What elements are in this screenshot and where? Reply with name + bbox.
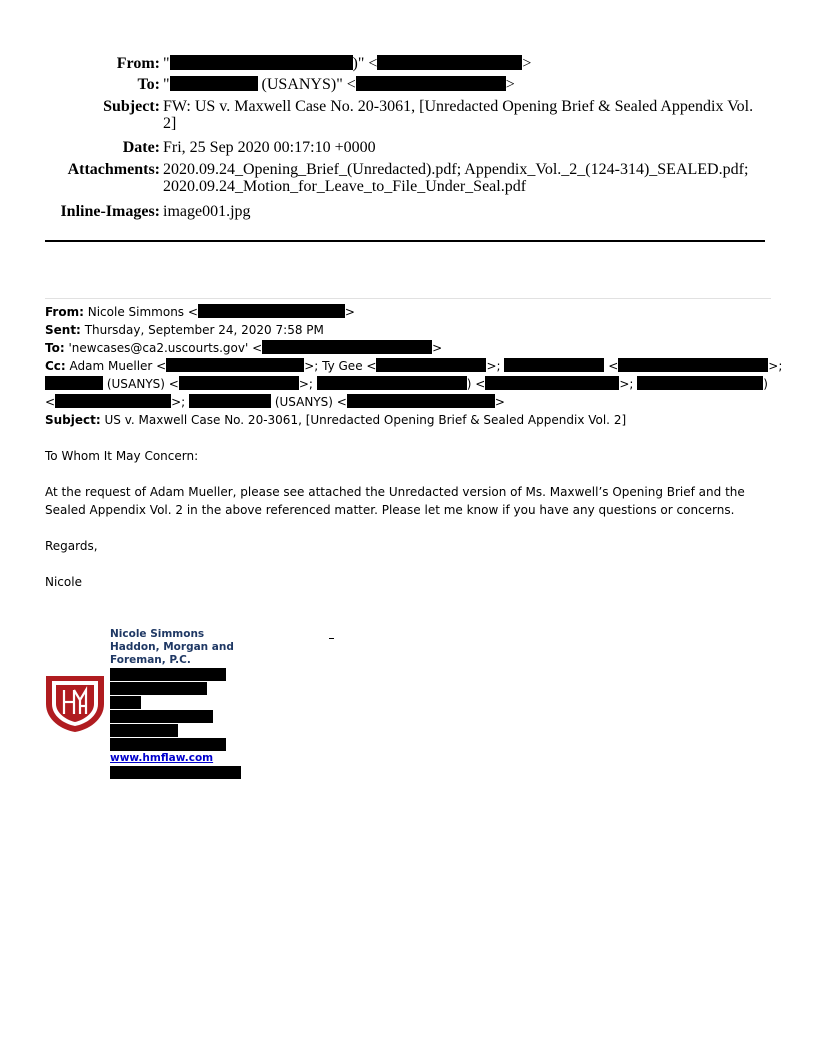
email-sent-label: Sent: — [45, 323, 81, 337]
redaction — [618, 358, 768, 372]
angle-close: > — [432, 341, 443, 355]
email-to-label: To: — [45, 341, 65, 355]
cc-paren: ) — [763, 377, 768, 391]
header-inline-images-value[interactable]: image001.jpg — [163, 203, 251, 220]
redaction — [356, 76, 506, 91]
redaction — [347, 394, 495, 408]
redaction — [110, 696, 141, 709]
to-usanys: (USANYS)" < — [261, 76, 356, 93]
greeting-text: To Whom It May Concern: — [45, 449, 199, 463]
redaction — [110, 738, 226, 751]
closing-text: Regards, — [45, 539, 98, 553]
header-date-value: Fri, 25 Sep 2020 00:17:10 +0000 — [163, 139, 376, 156]
angle-close: > — [505, 76, 515, 93]
redaction — [45, 376, 103, 390]
redaction — [170, 76, 258, 91]
email-closing — [45, 537, 771, 555]
redaction — [377, 55, 522, 70]
quote: " — [163, 55, 170, 72]
cc-sep: >; — [298, 377, 313, 391]
email-from-label: From: — [45, 305, 84, 319]
header-inline-images-label: Inline-Images: — [60, 203, 160, 220]
redaction — [110, 710, 213, 723]
angle-close: > — [344, 305, 355, 319]
signoff-text: Nicole — [45, 575, 82, 589]
email-divider — [45, 298, 771, 299]
redaction — [170, 55, 353, 70]
body-text: At the request of Adam Mueller, please see attached the Unredacted version of Ms. Maxwell’s Opening Brief and the Sealed Appendix Vol. 2 in the above referenced matter. Please let me know if you have any questions or concerns. — [45, 485, 745, 517]
firm-shield-icon — [42, 670, 108, 734]
header-attachments-value[interactable]: 2020.09.24_Opening_Brief_(Unredacted).pdf; Appendix_Vol._2_(124-314)_SEALED.pdf; 2020.09.24_Motion_for_Leave_to_File_Under_Seal.pdf — [163, 161, 749, 195]
email-signature — [110, 628, 241, 780]
signature-name: Nicole Simmons — [110, 628, 205, 640]
email-cc-label: Cc: — [45, 359, 66, 373]
cc-paren: ) < — [466, 377, 486, 391]
cc-usanys: (USANYS) < — [274, 395, 347, 409]
redaction — [504, 358, 604, 372]
redaction — [198, 304, 345, 318]
cc-ty-gee: >; Ty Gee < — [304, 359, 377, 373]
signature-mark — [329, 638, 334, 639]
email-cc-line-2 — [45, 375, 768, 393]
email-from-name: Nicole Simmons < — [87, 305, 198, 319]
cc-sep: >; — [768, 359, 783, 373]
cc-lt: < — [45, 395, 56, 409]
redaction — [485, 376, 619, 390]
redaction — [376, 358, 486, 372]
email-subject-label: Subject: — [45, 413, 101, 427]
header-subject-value: FW: US v. Maxwell Case No. 20-3061, [Unredacted Opening Brief & Sealed Appendix Vol. 2] — [163, 98, 754, 132]
angle-close: > — [522, 55, 532, 72]
header-attachments-label: Attachments: — [67, 161, 160, 178]
redaction — [637, 376, 763, 390]
firm-website-link[interactable]: www.hmflaw.com — [110, 752, 214, 764]
cc-adam: Adam Mueller < — [69, 359, 167, 373]
cc-lt: < — [608, 359, 619, 373]
header-subject-label: Subject: — [103, 98, 160, 115]
cc-usanys: (USANYS) < — [106, 377, 179, 391]
email-subject-value: US v. Maxwell Case No. 20-3061, [Unredacted Opening Brief & Sealed Appendix Vol. 2] — [104, 413, 627, 427]
header-date-label: Date: — [122, 139, 160, 156]
email-from-line — [45, 303, 355, 321]
redaction — [317, 376, 467, 390]
redaction — [110, 668, 226, 681]
angle-close: > — [494, 395, 505, 409]
redaction — [179, 376, 299, 390]
header-to-label: To: — [137, 76, 160, 93]
email-to-line — [45, 339, 442, 357]
cc-sep: >; — [619, 377, 634, 391]
email-cc-line-1 — [45, 357, 782, 375]
header-from-label: From: — [116, 55, 160, 72]
redaction — [110, 724, 178, 737]
header-divider — [45, 240, 765, 242]
redaction — [189, 394, 271, 408]
redaction — [110, 682, 207, 695]
cc-sep: >; — [171, 395, 186, 409]
quote-close: )" < — [352, 55, 378, 72]
email-cc-line-3 — [45, 393, 505, 411]
email-sent-value: Thursday, September 24, 2020 7:58 PM — [84, 323, 324, 337]
cc-sep: >; — [486, 359, 501, 373]
signature-firm-line-2: Foreman, P.C. — [110, 654, 191, 666]
email-subject-line — [45, 411, 626, 429]
email-to-value[interactable]: 'newcases@ca2.uscourts.gov' < — [68, 341, 263, 355]
redaction — [110, 766, 241, 779]
firm-logo — [42, 670, 108, 739]
redaction — [55, 394, 171, 408]
email-signoff — [45, 573, 771, 591]
signature-firm-line-1: Haddon, Morgan and — [110, 641, 234, 653]
quote: " — [163, 76, 170, 93]
email-body — [45, 483, 771, 519]
redaction — [166, 358, 304, 372]
email-greeting — [45, 447, 771, 465]
redaction — [262, 340, 432, 354]
email-sent-line — [45, 321, 324, 339]
